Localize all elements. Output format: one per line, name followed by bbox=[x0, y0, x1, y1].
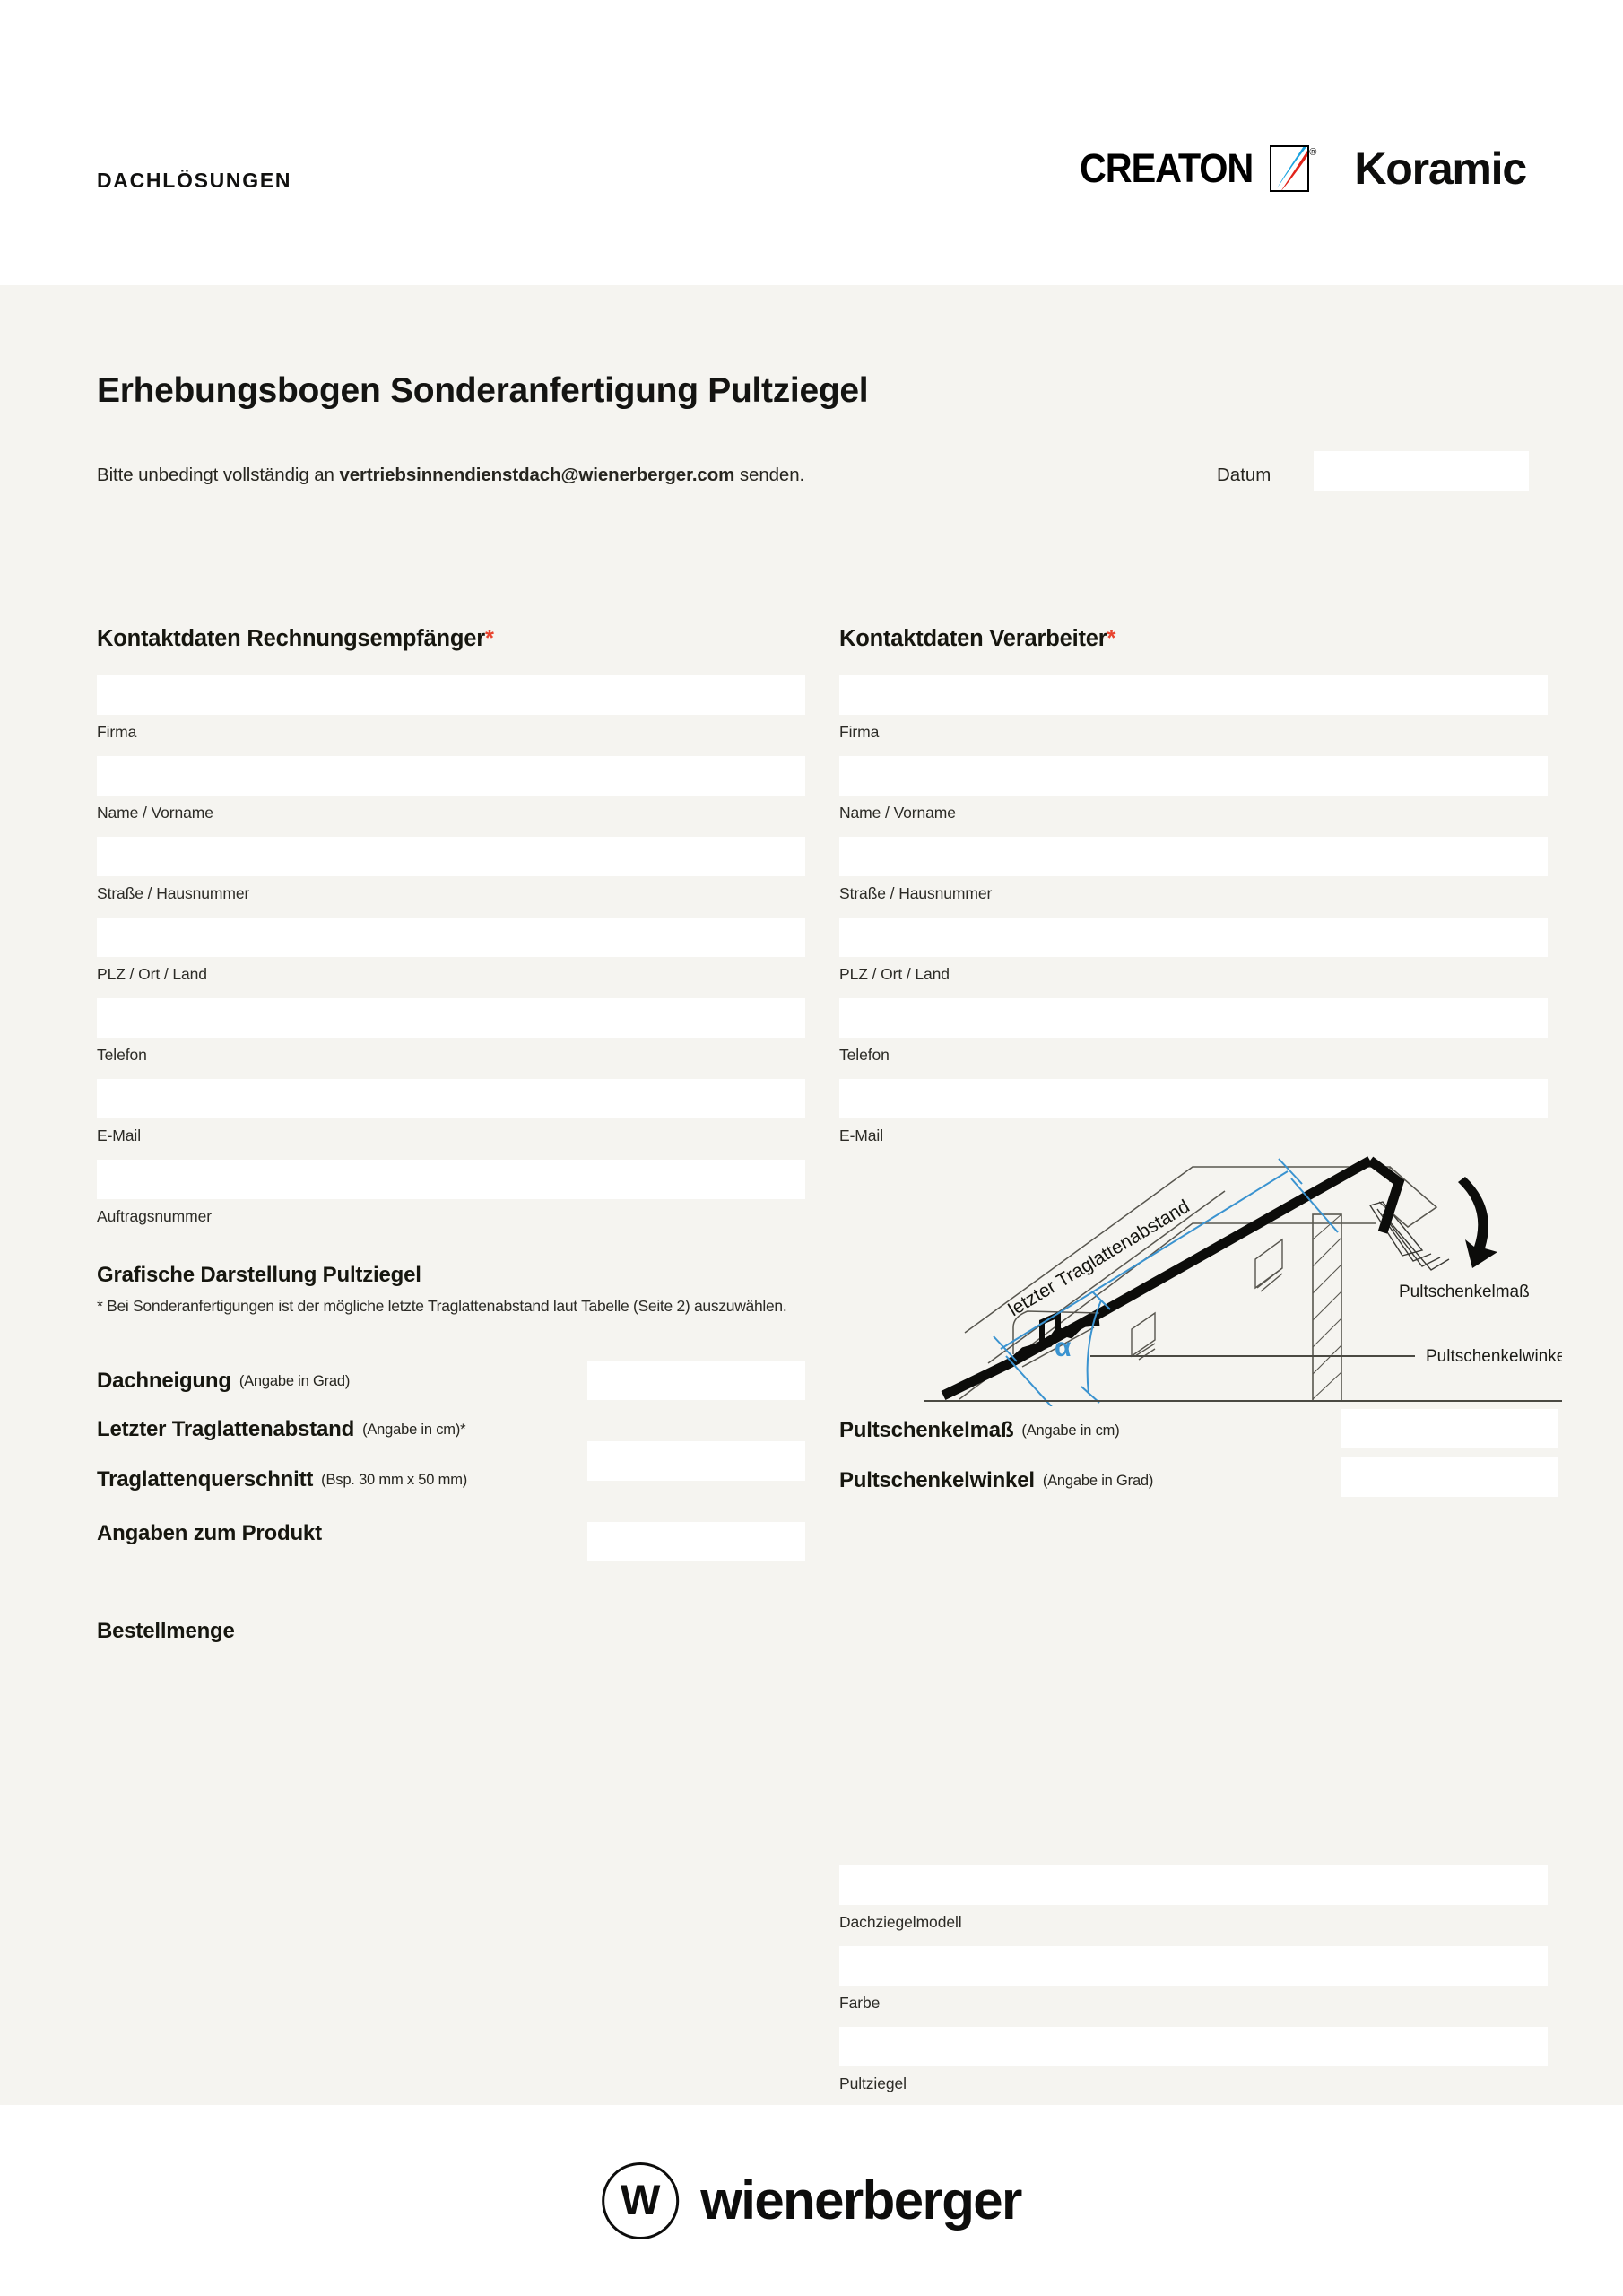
pultschenkelwinkel-label: Pultschenkelwinkel bbox=[839, 1468, 1035, 1492]
billing-auftragsnummer-input[interactable] bbox=[97, 1160, 805, 1199]
page-title: Erhebungsbogen Sonderanfertigung Pultziegel bbox=[97, 371, 869, 411]
wienerberger-wordmark: wienerberger bbox=[700, 2170, 1021, 2231]
letzter-traglattenabstand-row bbox=[97, 1417, 465, 1442]
dachneigung-input[interactable] bbox=[587, 1361, 805, 1400]
field-group-strasse bbox=[839, 837, 1548, 903]
billing-contact-heading bbox=[97, 626, 805, 652]
field-group-email bbox=[97, 1079, 805, 1145]
pultziegel-input[interactable] bbox=[839, 2027, 1548, 2066]
graphic-section-note: * Bei Sonderanfertigungen ist der mögliche letzte Traglattenabstand laut Tabelle (Seite 2) auszuwählen. bbox=[97, 1297, 787, 1315]
registered-trademark-icon: ® bbox=[1309, 147, 1317, 158]
pultschenkelmass-label: Pultschenkelmaß bbox=[839, 1418, 1014, 1442]
field-group-firma bbox=[97, 675, 805, 742]
pultschenkelmass-hint: (Angabe in cm) bbox=[1021, 1422, 1120, 1439]
diagram-angle-symbol: α bbox=[1055, 1333, 1072, 1362]
installer-telefon-input[interactable] bbox=[839, 998, 1548, 1038]
billing-plz-label: PLZ / Ort / Land bbox=[97, 965, 207, 983]
installer-name-label: Name / Vorname bbox=[839, 804, 956, 822]
content-panel bbox=[0, 285, 1623, 2105]
send-instruction bbox=[97, 465, 804, 486]
installer-strasse-input[interactable] bbox=[839, 837, 1548, 876]
field-group-plz bbox=[97, 918, 805, 984]
required-asterisk: * bbox=[485, 626, 494, 651]
koramic-wordmark: Koramic bbox=[1354, 144, 1526, 194]
diagram-leg-measure-label: Pultschenkelmaß bbox=[1399, 1283, 1530, 1301]
installer-firma-label: Firma bbox=[839, 723, 880, 741]
field-group-firma bbox=[839, 675, 1548, 742]
creaton-wordmark: CREATON bbox=[1080, 145, 1254, 191]
pultschenkelwinkel-row bbox=[839, 1468, 1153, 1493]
field-group-auftragsnummer bbox=[97, 1160, 805, 1226]
billing-telefon-input[interactable] bbox=[97, 998, 805, 1038]
billing-strasse-input[interactable] bbox=[97, 837, 805, 876]
field-group-plz bbox=[839, 918, 1548, 984]
field-group-dachziegelmodell bbox=[839, 1866, 1548, 1932]
billing-strasse-label: Straße / Hausnummer bbox=[97, 884, 250, 902]
header-eyebrow: DACHLÖSUNGEN bbox=[97, 169, 292, 192]
installer-plz-label: PLZ / Ort / Land bbox=[839, 965, 950, 983]
dachneigung-row bbox=[97, 1369, 350, 1394]
wienerberger-logo bbox=[602, 2162, 1021, 2239]
installer-contact-heading bbox=[839, 626, 1548, 652]
dachziegelmodell-label: Dachziegelmodell bbox=[839, 1913, 962, 1931]
installer-name-input[interactable] bbox=[839, 756, 1548, 796]
billing-name-label: Name / Vorname bbox=[97, 804, 213, 822]
order-quantity-heading: Bestellmenge bbox=[97, 1619, 235, 1643]
traglattenquerschnitt-row bbox=[97, 1467, 467, 1492]
billing-contact-section bbox=[97, 626, 805, 1240]
installer-firma-input[interactable] bbox=[839, 675, 1548, 715]
pultschenkelwinkel-hint: (Angabe in Grad) bbox=[1042, 1472, 1154, 1489]
send-instruction-suffix: senden. bbox=[734, 465, 805, 485]
billing-name-input[interactable] bbox=[97, 756, 805, 796]
pultziegel-diagram bbox=[924, 1048, 1562, 1406]
product-details-heading: Angaben zum Produkt bbox=[97, 1521, 322, 1545]
billing-plz-input[interactable] bbox=[97, 918, 805, 957]
farbe-label: Farbe bbox=[839, 1994, 881, 2012]
pultschenkelmass-input[interactable] bbox=[1341, 1409, 1558, 1448]
dachneigung-label: Dachneigung bbox=[97, 1369, 231, 1393]
installer-email-label: E-Mail bbox=[839, 1126, 883, 1144]
billing-firma-input[interactable] bbox=[97, 675, 805, 715]
installer-telefon-label: Telefon bbox=[839, 1046, 890, 1064]
dachneigung-hint: (Angabe in Grad) bbox=[239, 1372, 351, 1389]
date-input[interactable] bbox=[1314, 451, 1529, 491]
field-group-name bbox=[97, 756, 805, 822]
billing-contact-heading-text: Kontaktdaten Rechnungsempfänger bbox=[97, 626, 486, 651]
field-group-pultziegel bbox=[839, 2027, 1548, 2093]
traglattenquerschnitt-input[interactable] bbox=[587, 1522, 805, 1561]
page-header bbox=[0, 0, 1623, 285]
field-group-strasse bbox=[97, 837, 805, 903]
date-label: Datum bbox=[1217, 465, 1271, 485]
wienerberger-w-icon bbox=[602, 2162, 679, 2239]
billing-auftragsnummer-label: Auftragsnummer bbox=[97, 1207, 212, 1225]
pultziegel-label: Pultziegel bbox=[839, 2074, 907, 2092]
send-instruction-email: vertriebsinnendienstdach@wienerberger.com bbox=[339, 465, 735, 485]
traglattenquerschnitt-hint: (Bsp. 30 mm x 50 mm) bbox=[321, 1471, 468, 1488]
creaton-logo bbox=[1080, 145, 1316, 192]
diagram-leg-angle-label: Pultschenkelwinkel bbox=[1426, 1347, 1562, 1366]
send-instruction-prefix: Bitte unbedingt vollständig an bbox=[97, 465, 340, 485]
installer-contact-heading-text: Kontaktdaten Verarbeiter bbox=[839, 626, 1107, 651]
pultschenkelwinkel-input[interactable] bbox=[1341, 1457, 1558, 1497]
letzter-traglattenabstand-label: Letzter Traglattenabstand bbox=[97, 1417, 355, 1441]
traglattenquerschnitt-label: Traglattenquerschnitt bbox=[97, 1467, 314, 1492]
installer-strasse-label: Straße / Hausnummer bbox=[839, 884, 993, 902]
diagram-dimension-label: letzter Traglattenabstand bbox=[1004, 1196, 1193, 1321]
billing-email-label: E-Mail bbox=[97, 1126, 141, 1144]
wienerberger-initial: W bbox=[621, 2175, 661, 2223]
creaton-swoosh-icon bbox=[1270, 145, 1309, 192]
graphic-section-heading: Grafische Darstellung Pultziegel bbox=[97, 1263, 421, 1287]
pultschenkelmass-row bbox=[839, 1418, 1120, 1443]
billing-email-input[interactable] bbox=[97, 1079, 805, 1118]
billing-telefon-label: Telefon bbox=[97, 1046, 147, 1064]
field-group-name bbox=[839, 756, 1548, 822]
farbe-input[interactable] bbox=[839, 1946, 1548, 1986]
letzter-traglattenabstand-input[interactable] bbox=[587, 1441, 805, 1481]
field-group-telefon bbox=[97, 998, 805, 1065]
required-asterisk: * bbox=[1107, 626, 1116, 651]
billing-firma-label: Firma bbox=[97, 723, 137, 741]
field-group-farbe bbox=[839, 1946, 1548, 2013]
letzter-traglattenabstand-hint: (Angabe in cm)* bbox=[362, 1421, 466, 1438]
dachziegelmodell-input[interactable] bbox=[839, 1866, 1548, 1905]
brand-lockup bbox=[1080, 135, 1526, 203]
installer-plz-input[interactable] bbox=[839, 918, 1548, 957]
page-footer bbox=[0, 2105, 1623, 2296]
